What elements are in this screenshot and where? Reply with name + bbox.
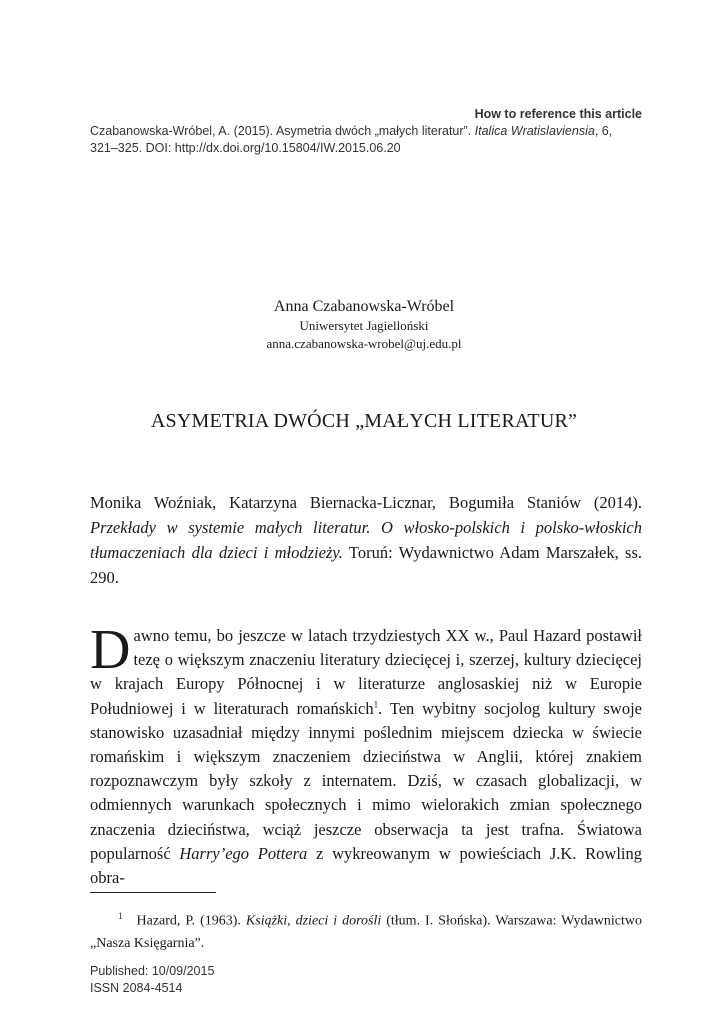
author-email[interactable]: anna.czabanowska-wrobel@uj.edu.pl [266, 336, 462, 351]
body-text-part1: awno temu, bo jeszcze w latach trzydziestych XX w., Paul Hazard postawił tezę o większym znaczeniu literatury dziecięcej i, szerzej, kultury dziecięcej w krajach Europy Północnej i w literaturze anglosaskiej niż w Europie Południowej i w literaturach romańskich [90, 626, 642, 718]
footnote-marker[interactable]: 1 [373, 699, 379, 710]
footnote [90, 905, 642, 955]
article-title: ASYMETRIA DWÓCH „MAŁYCH LITERATUR” [150, 410, 578, 432]
body-text-italic: Harry’ego Pottera [179, 843, 308, 863]
body-paragraph [90, 619, 642, 890]
published-date: Published: 10/09/2015 [90, 964, 215, 978]
footnote-italic: Książki, dzieci i dorośli [245, 913, 382, 929]
reviewed-work-publisher: Toruń: Wydawnictwo Adam Marszałek, ss. 290. [90, 543, 642, 587]
author-block [0, 296, 728, 353]
footnote-divider [90, 892, 216, 893]
reference-block [90, 106, 642, 157]
author-affiliation: Uniwersytet Jagielloński [299, 318, 429, 333]
body-text-part2: . Ten wybitny socjolog kultury swoje stanowisko uzasadniał między innymi poślednim miejscem dziecka w świecie romańskim i większym znaczeniem dzieciństwa w Anglii, której znakiem rozpoznawczym były szkoły z internatem. Dziś, w czasach globalizacji, w odmiennych warunkach społecznych i mimo wielorakich zmian społecznego znaczenia dzieciństwa, wciąż jeszcze obserwacja ta jest trafna. Światowa popularność [90, 698, 642, 863]
author-name: Anna Czabanowska-Wróbel [273, 298, 455, 315]
body-text-part3: z wykreowanym w powieściach J.K. Rowling obra- [90, 843, 642, 888]
footnote-number: 1 [118, 911, 123, 921]
reference-citation-text: Czabanowska-Wróbel, A. (2015). Asymetria dwóch „małych literatur”. [90, 124, 475, 138]
reviewed-work-title: Przekłady w systemie małych literatur. O włosko-polskich i polsko-włoskich tłumaczeniach dla dzieci i młodzieży. [90, 518, 642, 562]
drop-cap: D [90, 619, 131, 681]
publication-info [90, 963, 214, 997]
reviewed-work [90, 490, 642, 590]
issn: ISSN 2084-4514 [90, 981, 183, 995]
reference-journal: Italica Wratislaviensia [474, 124, 595, 138]
footnote-text1: Hazard, P. (1963). [136, 913, 246, 929]
reference-citation-rest[interactable]: , 6, 321–325. DOI: http://dx.doi.org/10.15804/IW.2015.06.20 [90, 124, 613, 155]
reference-citation [90, 123, 642, 157]
reference-heading: How to reference this article [474, 107, 642, 121]
reviewed-work-authors: Monika Woźniak, Katarzyna Biernacka-Licznar, Bogumiła Staniów (2014). [90, 493, 642, 512]
footnote-text2: (tłum. I. Słońska). Warszawa: Wydawnictwo „Nasza Księgarnia”. [90, 913, 642, 951]
